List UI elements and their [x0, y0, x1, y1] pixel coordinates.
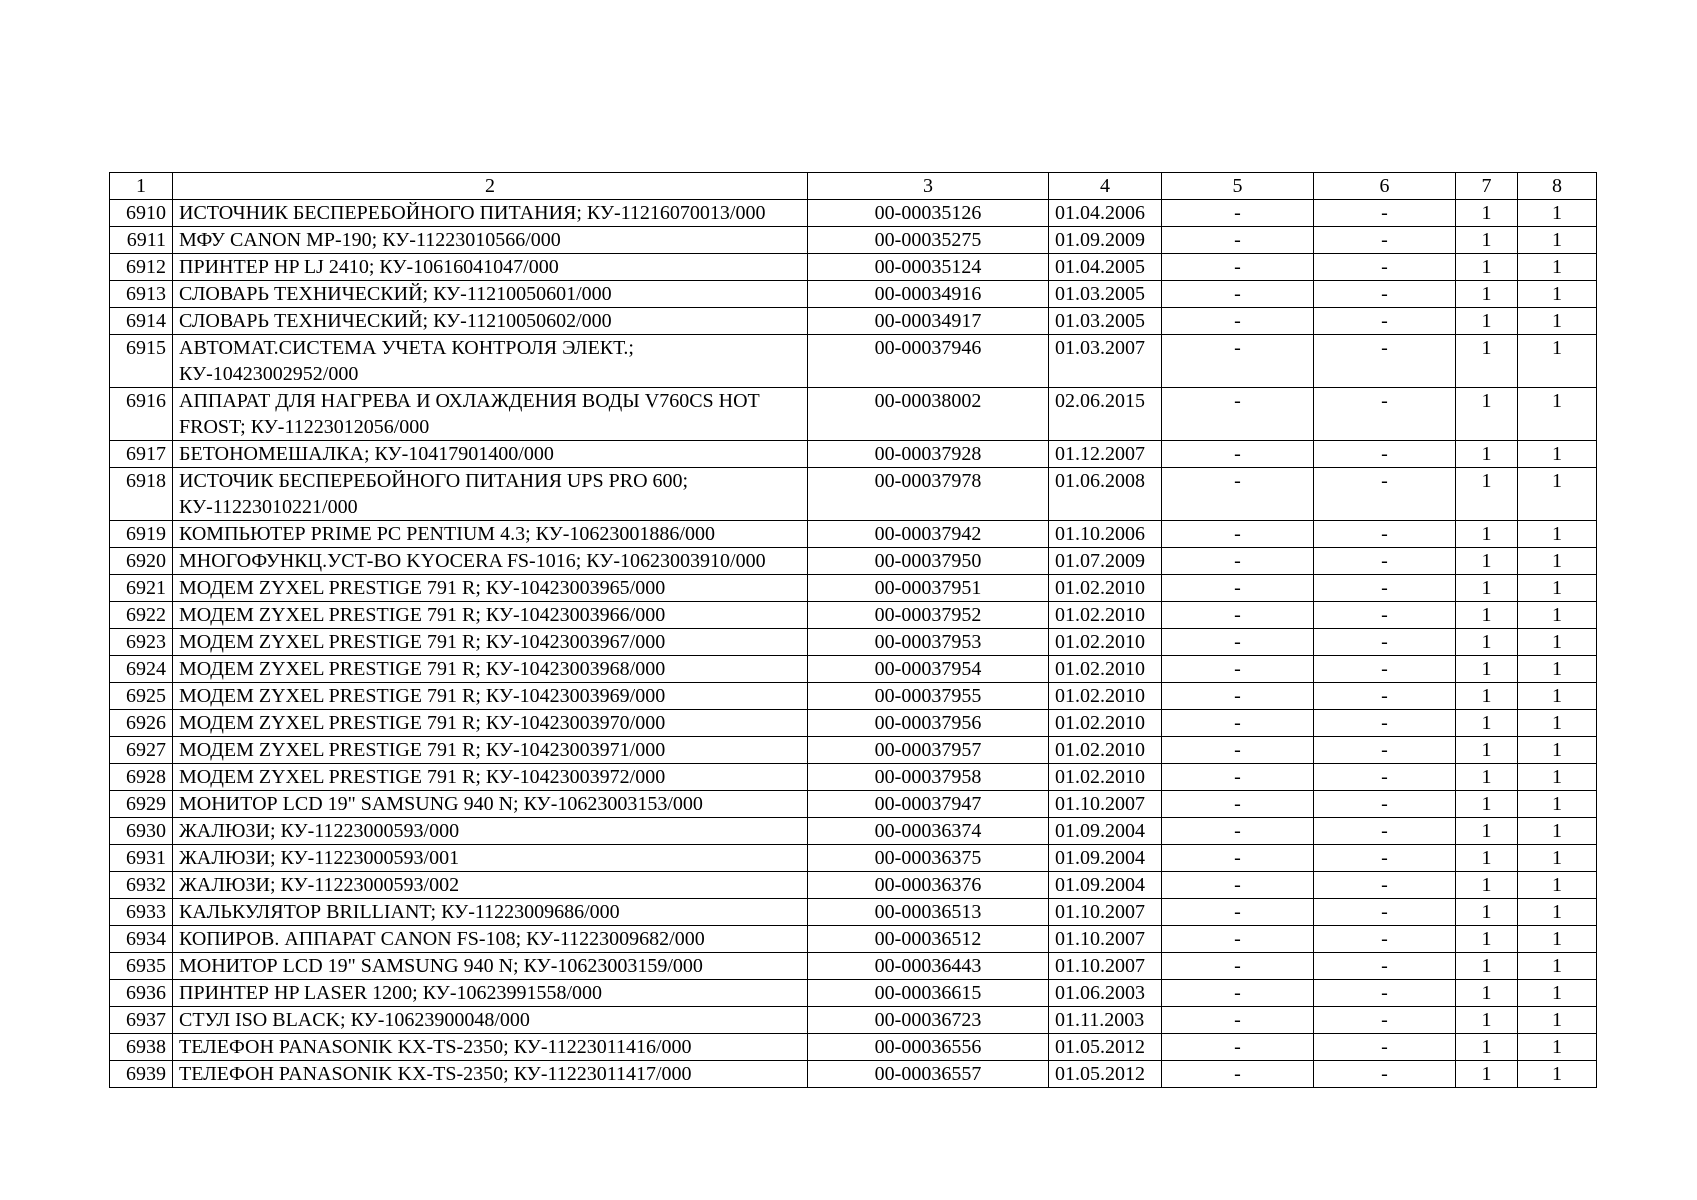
acquisition-date: 01.03.2005 [1049, 308, 1162, 335]
acquisition-date: 01.10.2007 [1049, 926, 1162, 953]
acquisition-date: 01.06.2003 [1049, 980, 1162, 1007]
item-name: ТЕЛЕФОН PANASONIK KX-TS-2350; КУ-11223011416/000 [173, 1034, 808, 1061]
column-5-value: - [1162, 575, 1314, 602]
item-name: СТУЛ ISO BLACK; КУ-10623900048/000 [173, 1007, 808, 1034]
column-5-value: - [1162, 737, 1314, 764]
inventory-code: 00-00037958 [808, 764, 1049, 791]
column-8-value: 1 [1518, 575, 1597, 602]
inventory-code: 00-00036375 [808, 845, 1049, 872]
column-6-value: - [1314, 1034, 1456, 1061]
column-7-value: 1 [1456, 818, 1518, 845]
column-5-value: - [1162, 468, 1314, 521]
table-row [110, 845, 1597, 872]
column-7-value: 1 [1456, 227, 1518, 254]
column-6-value: - [1314, 872, 1456, 899]
column-5-value: - [1162, 926, 1314, 953]
row-number: 6939 [110, 1061, 173, 1088]
row-number: 6920 [110, 548, 173, 575]
column-8-value: 1 [1518, 980, 1597, 1007]
column-8-value: 1 [1518, 1061, 1597, 1088]
column-6-value: - [1314, 710, 1456, 737]
table-row [110, 980, 1597, 1007]
item-name: МОДЕМ ZYXEL PRESTIGE 791 R; КУ-10423003970/000 [173, 710, 808, 737]
column-header-1: 1 [110, 173, 173, 200]
table-row [110, 441, 1597, 468]
inventory-code: 00-00036443 [808, 953, 1049, 980]
column-7-value: 1 [1456, 872, 1518, 899]
acquisition-date: 01.02.2010 [1049, 737, 1162, 764]
item-name: МОДЕМ ZYXEL PRESTIGE 791 R; КУ-10423003968/000 [173, 656, 808, 683]
column-8-value: 1 [1518, 200, 1597, 227]
item-name: МОНИТОР LCD 19" SAMSUNG 940 N; КУ-10623003153/000 [173, 791, 808, 818]
column-5-value: - [1162, 764, 1314, 791]
inventory-code: 00-00036615 [808, 980, 1049, 1007]
column-7-value: 1 [1456, 953, 1518, 980]
row-number: 6930 [110, 818, 173, 845]
item-name: ЖАЛЮЗИ; КУ-11223000593/002 [173, 872, 808, 899]
table-row [110, 521, 1597, 548]
column-7-value: 1 [1456, 1034, 1518, 1061]
column-8-value: 1 [1518, 818, 1597, 845]
column-5-value: - [1162, 791, 1314, 818]
item-name: ЖАЛЮЗИ; КУ-11223000593/000 [173, 818, 808, 845]
column-8-value: 1 [1518, 845, 1597, 872]
column-6-value: - [1314, 227, 1456, 254]
item-name: АППАРАТ ДЛЯ НАГРЕВА И ОХЛАЖДЕНИЯ ВОДЫ V760CS HOT FROST; КУ-11223012056/000 [173, 388, 808, 441]
column-header-7: 7 [1456, 173, 1518, 200]
item-name: ТЕЛЕФОН PANASONIK KX-TS-2350; КУ-11223011417/000 [173, 1061, 808, 1088]
column-6-value: - [1314, 602, 1456, 629]
column-8-value: 1 [1518, 1034, 1597, 1061]
inventory-code: 00-00035126 [808, 200, 1049, 227]
row-number: 6933 [110, 899, 173, 926]
column-7-value: 1 [1456, 845, 1518, 872]
column-8-value: 1 [1518, 629, 1597, 656]
column-7-value: 1 [1456, 791, 1518, 818]
header-row [110, 173, 1597, 200]
column-5-value: - [1162, 1061, 1314, 1088]
column-8-value: 1 [1518, 548, 1597, 575]
column-6-value: - [1314, 441, 1456, 468]
row-number: 6925 [110, 683, 173, 710]
inventory-code: 00-00037956 [808, 710, 1049, 737]
column-7-value: 1 [1456, 629, 1518, 656]
table-row [110, 872, 1597, 899]
column-8-value: 1 [1518, 872, 1597, 899]
column-6-value: - [1314, 953, 1456, 980]
column-6-value: - [1314, 656, 1456, 683]
inventory-code: 00-00034916 [808, 281, 1049, 308]
table-row [110, 1034, 1597, 1061]
column-6-value: - [1314, 980, 1456, 1007]
column-7-value: 1 [1456, 1061, 1518, 1088]
column-header-6: 6 [1314, 173, 1456, 200]
row-number: 6916 [110, 388, 173, 441]
table-row [110, 388, 1597, 441]
column-5-value: - [1162, 845, 1314, 872]
row-number: 6921 [110, 575, 173, 602]
column-5-value: - [1162, 521, 1314, 548]
column-7-value: 1 [1456, 335, 1518, 388]
table-row [110, 281, 1597, 308]
row-number: 6924 [110, 656, 173, 683]
column-8-value: 1 [1518, 335, 1597, 388]
column-5-value: - [1162, 227, 1314, 254]
column-header-5: 5 [1162, 173, 1314, 200]
column-5-value: - [1162, 656, 1314, 683]
column-7-value: 1 [1456, 521, 1518, 548]
column-8-value: 1 [1518, 953, 1597, 980]
column-7-value: 1 [1456, 737, 1518, 764]
table-row [110, 575, 1597, 602]
column-7-value: 1 [1456, 926, 1518, 953]
acquisition-date: 01.05.2012 [1049, 1034, 1162, 1061]
acquisition-date: 01.10.2006 [1049, 521, 1162, 548]
item-name: ЖАЛЮЗИ; КУ-11223000593/001 [173, 845, 808, 872]
inventory-code: 00-00037950 [808, 548, 1049, 575]
item-name: МФУ CANON MP-190; КУ-11223010566/000 [173, 227, 808, 254]
column-5-value: - [1162, 388, 1314, 441]
table-row [110, 200, 1597, 227]
inventory-code: 00-00038002 [808, 388, 1049, 441]
item-name: МОДЕМ ZYXEL PRESTIGE 791 R; КУ-10423003965/000 [173, 575, 808, 602]
column-5-value: - [1162, 953, 1314, 980]
acquisition-date: 01.02.2010 [1049, 683, 1162, 710]
table-row [110, 818, 1597, 845]
column-8-value: 1 [1518, 656, 1597, 683]
item-name: СЛОВАРЬ ТЕХНИЧЕСКИЙ; КУ-11210050602/000 [173, 308, 808, 335]
column-5-value: - [1162, 281, 1314, 308]
column-5-value: - [1162, 441, 1314, 468]
row-number: 6927 [110, 737, 173, 764]
column-8-value: 1 [1518, 791, 1597, 818]
inventory-code: 00-00037978 [808, 468, 1049, 521]
inventory-code: 00-00036512 [808, 926, 1049, 953]
table-row [110, 629, 1597, 656]
column-6-value: - [1314, 468, 1456, 521]
row-number: 6911 [110, 227, 173, 254]
column-8-value: 1 [1518, 926, 1597, 953]
item-name: МОДЕМ ZYXEL PRESTIGE 791 R; КУ-10423003969/000 [173, 683, 808, 710]
table-row [110, 683, 1597, 710]
row-number: 6914 [110, 308, 173, 335]
acquisition-date: 01.09.2004 [1049, 845, 1162, 872]
acquisition-date: 01.11.2003 [1049, 1007, 1162, 1034]
column-6-value: - [1314, 1007, 1456, 1034]
column-8-value: 1 [1518, 308, 1597, 335]
acquisition-date: 01.12.2007 [1049, 441, 1162, 468]
table-row [110, 899, 1597, 926]
inventory-code: 00-00037928 [808, 441, 1049, 468]
item-name: КАЛЬКУЛЯТОР BRILLIANT; КУ-11223009686/000 [173, 899, 808, 926]
row-number: 6926 [110, 710, 173, 737]
row-number: 6919 [110, 521, 173, 548]
inventory-code: 00-00036513 [808, 899, 1049, 926]
column-header-8: 8 [1518, 173, 1597, 200]
item-name: БЕТОНОМЕШАЛКА; КУ-10417901400/000 [173, 441, 808, 468]
acquisition-date: 01.10.2007 [1049, 953, 1162, 980]
inventory-code: 00-00034917 [808, 308, 1049, 335]
acquisition-date: 01.10.2007 [1049, 791, 1162, 818]
table-row [110, 953, 1597, 980]
inventory-code: 00-00036723 [808, 1007, 1049, 1034]
table-row [110, 791, 1597, 818]
column-8-value: 1 [1518, 521, 1597, 548]
row-number: 6917 [110, 441, 173, 468]
column-6-value: - [1314, 254, 1456, 281]
column-8-value: 1 [1518, 388, 1597, 441]
inventory-code: 00-00036374 [808, 818, 1049, 845]
acquisition-date: 01.02.2010 [1049, 764, 1162, 791]
column-7-value: 1 [1456, 980, 1518, 1007]
row-number: 6938 [110, 1034, 173, 1061]
table-row [110, 656, 1597, 683]
column-8-value: 1 [1518, 899, 1597, 926]
inventory-code: 00-00037947 [808, 791, 1049, 818]
column-8-value: 1 [1518, 468, 1597, 521]
column-7-value: 1 [1456, 899, 1518, 926]
acquisition-date: 01.02.2010 [1049, 629, 1162, 656]
column-5-value: - [1162, 200, 1314, 227]
row-number: 6932 [110, 872, 173, 899]
item-name: ПРИНТЕР HP LASER 1200; КУ-10623991558/000 [173, 980, 808, 1007]
column-6-value: - [1314, 1061, 1456, 1088]
inventory-code: 00-00037952 [808, 602, 1049, 629]
inventory-code: 00-00037946 [808, 335, 1049, 388]
acquisition-date: 01.09.2009 [1049, 227, 1162, 254]
column-5-value: - [1162, 899, 1314, 926]
row-number: 6915 [110, 335, 173, 388]
column-7-value: 1 [1456, 575, 1518, 602]
column-8-value: 1 [1518, 737, 1597, 764]
column-7-value: 1 [1456, 388, 1518, 441]
column-6-value: - [1314, 683, 1456, 710]
table-row [110, 335, 1597, 388]
column-5-value: - [1162, 710, 1314, 737]
column-7-value: 1 [1456, 441, 1518, 468]
item-name: МОДЕМ ZYXEL PRESTIGE 791 R; КУ-10423003967/000 [173, 629, 808, 656]
column-6-value: - [1314, 575, 1456, 602]
inventory-code: 00-00035124 [808, 254, 1049, 281]
column-5-value: - [1162, 980, 1314, 1007]
column-8-value: 1 [1518, 602, 1597, 629]
acquisition-date: 01.02.2010 [1049, 602, 1162, 629]
column-header-2: 2 [173, 173, 808, 200]
column-6-value: - [1314, 629, 1456, 656]
row-number: 6929 [110, 791, 173, 818]
item-name: АВТОМАТ.СИСТЕМА УЧЕТА КОНТРОЛЯ ЭЛЕКТ.; КУ-10423002952/000 [173, 335, 808, 388]
column-6-value: - [1314, 791, 1456, 818]
column-5-value: - [1162, 1034, 1314, 1061]
inventory-code: 00-00037957 [808, 737, 1049, 764]
row-number: 6912 [110, 254, 173, 281]
column-6-value: - [1314, 388, 1456, 441]
acquisition-date: 01.02.2010 [1049, 575, 1162, 602]
acquisition-date: 01.02.2010 [1049, 656, 1162, 683]
column-8-value: 1 [1518, 441, 1597, 468]
column-8-value: 1 [1518, 1007, 1597, 1034]
table-row [110, 254, 1597, 281]
inventory-code: 00-00037942 [808, 521, 1049, 548]
column-7-value: 1 [1456, 683, 1518, 710]
row-number: 6910 [110, 200, 173, 227]
column-5-value: - [1162, 308, 1314, 335]
row-number: 6928 [110, 764, 173, 791]
item-name: ПРИНТЕР HP LJ 2410; КУ-10616041047/000 [173, 254, 808, 281]
table-row [110, 227, 1597, 254]
row-number: 6937 [110, 1007, 173, 1034]
table-row [110, 737, 1597, 764]
table-row [110, 1061, 1597, 1088]
item-name: ИСТОЧНИК БЕСПЕРЕБОЙНОГО ПИТАНИЯ; КУ-11216070013/000 [173, 200, 808, 227]
inventory-code: 00-00037951 [808, 575, 1049, 602]
item-name: ИСТОЧИК БЕСПЕРЕБОЙНОГО ПИТАНИЯ UPS PRO 600; КУ-11223010221/000 [173, 468, 808, 521]
table-row [110, 710, 1597, 737]
acquisition-date: 01.09.2004 [1049, 872, 1162, 899]
acquisition-date: 02.06.2015 [1049, 388, 1162, 441]
column-7-value: 1 [1456, 200, 1518, 227]
column-8-value: 1 [1518, 683, 1597, 710]
column-6-value: - [1314, 548, 1456, 575]
item-name: МОДЕМ ZYXEL PRESTIGE 791 R; КУ-10423003966/000 [173, 602, 808, 629]
row-number: 6913 [110, 281, 173, 308]
column-7-value: 1 [1456, 602, 1518, 629]
inventory-code: 00-00036557 [808, 1061, 1049, 1088]
table-row [110, 1007, 1597, 1034]
table-row [110, 602, 1597, 629]
acquisition-date: 01.03.2005 [1049, 281, 1162, 308]
item-name: КОМПЬЮТЕР PRIME PC PENTIUM 4.3; КУ-10623001886/000 [173, 521, 808, 548]
inventory-code: 00-00035275 [808, 227, 1049, 254]
row-number: 6931 [110, 845, 173, 872]
column-5-value: - [1162, 548, 1314, 575]
column-5-value: - [1162, 1007, 1314, 1034]
column-6-value: - [1314, 845, 1456, 872]
row-number: 6934 [110, 926, 173, 953]
column-6-value: - [1314, 737, 1456, 764]
column-5-value: - [1162, 335, 1314, 388]
column-6-value: - [1314, 521, 1456, 548]
inventory-code: 00-00037955 [808, 683, 1049, 710]
item-name: МНОГОФУНКЦ.УСТ-ВО KYOCERA FS-1016; КУ-10623003910/000 [173, 548, 808, 575]
column-8-value: 1 [1518, 254, 1597, 281]
column-7-value: 1 [1456, 710, 1518, 737]
row-number: 6918 [110, 468, 173, 521]
inventory-code: 00-00037953 [808, 629, 1049, 656]
column-6-value: - [1314, 308, 1456, 335]
row-number: 6922 [110, 602, 173, 629]
column-5-value: - [1162, 254, 1314, 281]
inventory-table [109, 172, 1597, 1088]
table-row [110, 926, 1597, 953]
column-5-value: - [1162, 818, 1314, 845]
column-7-value: 1 [1456, 656, 1518, 683]
inventory-code: 00-00037954 [808, 656, 1049, 683]
column-5-value: - [1162, 602, 1314, 629]
column-6-value: - [1314, 335, 1456, 388]
column-5-value: - [1162, 683, 1314, 710]
column-6-value: - [1314, 926, 1456, 953]
column-7-value: 1 [1456, 254, 1518, 281]
acquisition-date: 01.07.2009 [1049, 548, 1162, 575]
item-name: МОДЕМ ZYXEL PRESTIGE 791 R; КУ-10423003972/000 [173, 764, 808, 791]
item-name: МОНИТОР LCD 19" SAMSUNG 940 N; КУ-10623003159/000 [173, 953, 808, 980]
item-name: СЛОВАРЬ ТЕХНИЧЕСКИЙ; КУ-11210050601/000 [173, 281, 808, 308]
column-header-3: 3 [808, 173, 1049, 200]
column-6-value: - [1314, 899, 1456, 926]
column-6-value: - [1314, 764, 1456, 791]
table-row [110, 468, 1597, 521]
row-number: 6923 [110, 629, 173, 656]
acquisition-date: 01.04.2006 [1049, 200, 1162, 227]
row-number: 6936 [110, 980, 173, 1007]
acquisition-date: 01.09.2004 [1049, 818, 1162, 845]
acquisition-date: 01.06.2008 [1049, 468, 1162, 521]
item-name: МОДЕМ ZYXEL PRESTIGE 791 R; КУ-10423003971/000 [173, 737, 808, 764]
column-8-value: 1 [1518, 227, 1597, 254]
column-5-value: - [1162, 629, 1314, 656]
column-7-value: 1 [1456, 548, 1518, 575]
acquisition-date: 01.03.2007 [1049, 335, 1162, 388]
column-5-value: - [1162, 872, 1314, 899]
inventory-code: 00-00036376 [808, 872, 1049, 899]
table-row [110, 548, 1597, 575]
column-7-value: 1 [1456, 281, 1518, 308]
column-7-value: 1 [1456, 308, 1518, 335]
column-7-value: 1 [1456, 1007, 1518, 1034]
column-7-value: 1 [1456, 468, 1518, 521]
table-row [110, 308, 1597, 335]
column-6-value: - [1314, 200, 1456, 227]
column-8-value: 1 [1518, 710, 1597, 737]
column-6-value: - [1314, 281, 1456, 308]
acquisition-date: 01.02.2010 [1049, 710, 1162, 737]
acquisition-date: 01.10.2007 [1049, 899, 1162, 926]
column-8-value: 1 [1518, 281, 1597, 308]
column-8-value: 1 [1518, 764, 1597, 791]
inventory-code: 00-00036556 [808, 1034, 1049, 1061]
item-name: КОПИРОВ. АППАРАТ CANON FS-108; КУ-11223009682/000 [173, 926, 808, 953]
acquisition-date: 01.05.2012 [1049, 1061, 1162, 1088]
table-row [110, 764, 1597, 791]
column-6-value: - [1314, 818, 1456, 845]
column-header-4: 4 [1049, 173, 1162, 200]
column-7-value: 1 [1456, 764, 1518, 791]
row-number: 6935 [110, 953, 173, 980]
acquisition-date: 01.04.2005 [1049, 254, 1162, 281]
